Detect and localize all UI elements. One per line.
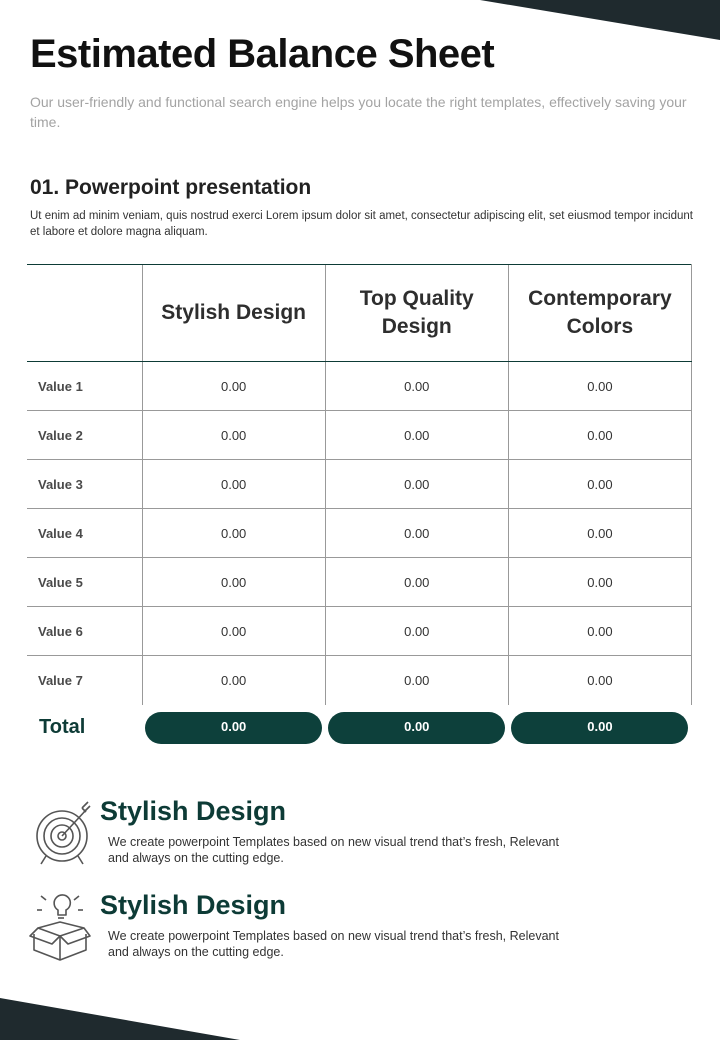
table-row — [27, 607, 692, 656]
table-row — [27, 362, 692, 411]
table-cell: 0.00 — [142, 362, 325, 411]
table-cell: 0.00 — [508, 558, 691, 607]
column-header — [508, 265, 691, 362]
corner-decoration-bottom — [0, 998, 240, 1040]
target-icon — [26, 798, 94, 868]
table-row — [27, 656, 692, 705]
table-cell: 0.00 — [325, 607, 508, 656]
idea-box-icon — [26, 892, 94, 962]
column-header-label: Stylish Design — [161, 301, 306, 324]
table-cell: 0.00 — [508, 362, 691, 411]
row-label: Value 1 — [27, 362, 142, 411]
table-cell: 0.00 — [325, 656, 508, 705]
feature-item — [26, 890, 666, 970]
total-cell — [142, 705, 325, 751]
corner-decoration-top — [480, 0, 720, 40]
row-label: Value 5 — [27, 558, 142, 607]
section-body: Ut enim ad minim veniam, quis nostrud exerci Lorem ipsum dolor sit amet, consectetur adipiscing elit, set eiusmod tempor incidunt et labore et dolore magna aliquam. — [30, 210, 693, 238]
table-cell: 0.00 — [508, 607, 691, 656]
total-label: Total — [39, 716, 86, 738]
table-cell: 0.00 — [325, 362, 508, 411]
feature-title: Stylish Design — [100, 890, 287, 920]
table-row — [27, 509, 692, 558]
row-label: Value 2 — [27, 411, 142, 460]
total-pill: 0.00 — [328, 712, 505, 744]
row-label: Value 4 — [27, 509, 142, 558]
table-cell: 0.00 — [325, 558, 508, 607]
feature-description: We create powerpoint Templates based on new visual trend that’s fresh, Relevant and always on the cutting edge. — [108, 929, 559, 959]
feature-item — [26, 796, 666, 876]
column-header-label: Contemporary Colors — [528, 287, 672, 338]
table-cell: 0.00 — [508, 509, 691, 558]
table-cell: 0.00 — [325, 411, 508, 460]
total-cell — [325, 705, 508, 751]
balance-table — [27, 264, 692, 751]
table-cell: 0.00 — [325, 460, 508, 509]
table-cell: 0.00 — [142, 509, 325, 558]
table-row — [27, 411, 692, 460]
feature-title: Stylish Design — [100, 796, 287, 826]
page-title: Estimated Balance Sheet — [30, 32, 495, 76]
table-header-row — [27, 265, 692, 362]
column-header — [325, 265, 508, 362]
total-pill: 0.00 — [145, 712, 322, 744]
table-cell: 0.00 — [508, 411, 691, 460]
table-cell: 0.00 — [508, 656, 691, 705]
section-heading: 01. Powerpoint presentation — [30, 176, 312, 199]
table-row — [27, 558, 692, 607]
table-cell: 0.00 — [508, 460, 691, 509]
total-cell — [508, 705, 691, 751]
row-label: Value 6 — [27, 607, 142, 656]
table-cell: 0.00 — [142, 558, 325, 607]
row-label: Value 7 — [38, 672, 83, 688]
page-subtitle: Our user-friendly and functional search engine helps you locate the right templates, effectively saving your time. — [30, 94, 687, 130]
column-header — [142, 265, 325, 362]
table-cell: 0.00 — [142, 460, 325, 509]
feature-description: We create powerpoint Templates based on new visual trend that’s fresh, Relevant and always on the cutting edge. — [108, 835, 559, 865]
total-row — [27, 705, 692, 751]
total-pill: 0.00 — [511, 712, 688, 744]
table-corner-cell — [27, 265, 142, 362]
table-row — [27, 460, 692, 509]
table-cell: 0.00 — [142, 411, 325, 460]
row-label: Value 3 — [27, 460, 142, 509]
table-cell: 0.00 — [142, 607, 325, 656]
table-cell: 0.00 — [325, 509, 508, 558]
table-cell: 0.00 — [142, 656, 325, 705]
column-header-label: Top Quality Design — [359, 287, 474, 338]
